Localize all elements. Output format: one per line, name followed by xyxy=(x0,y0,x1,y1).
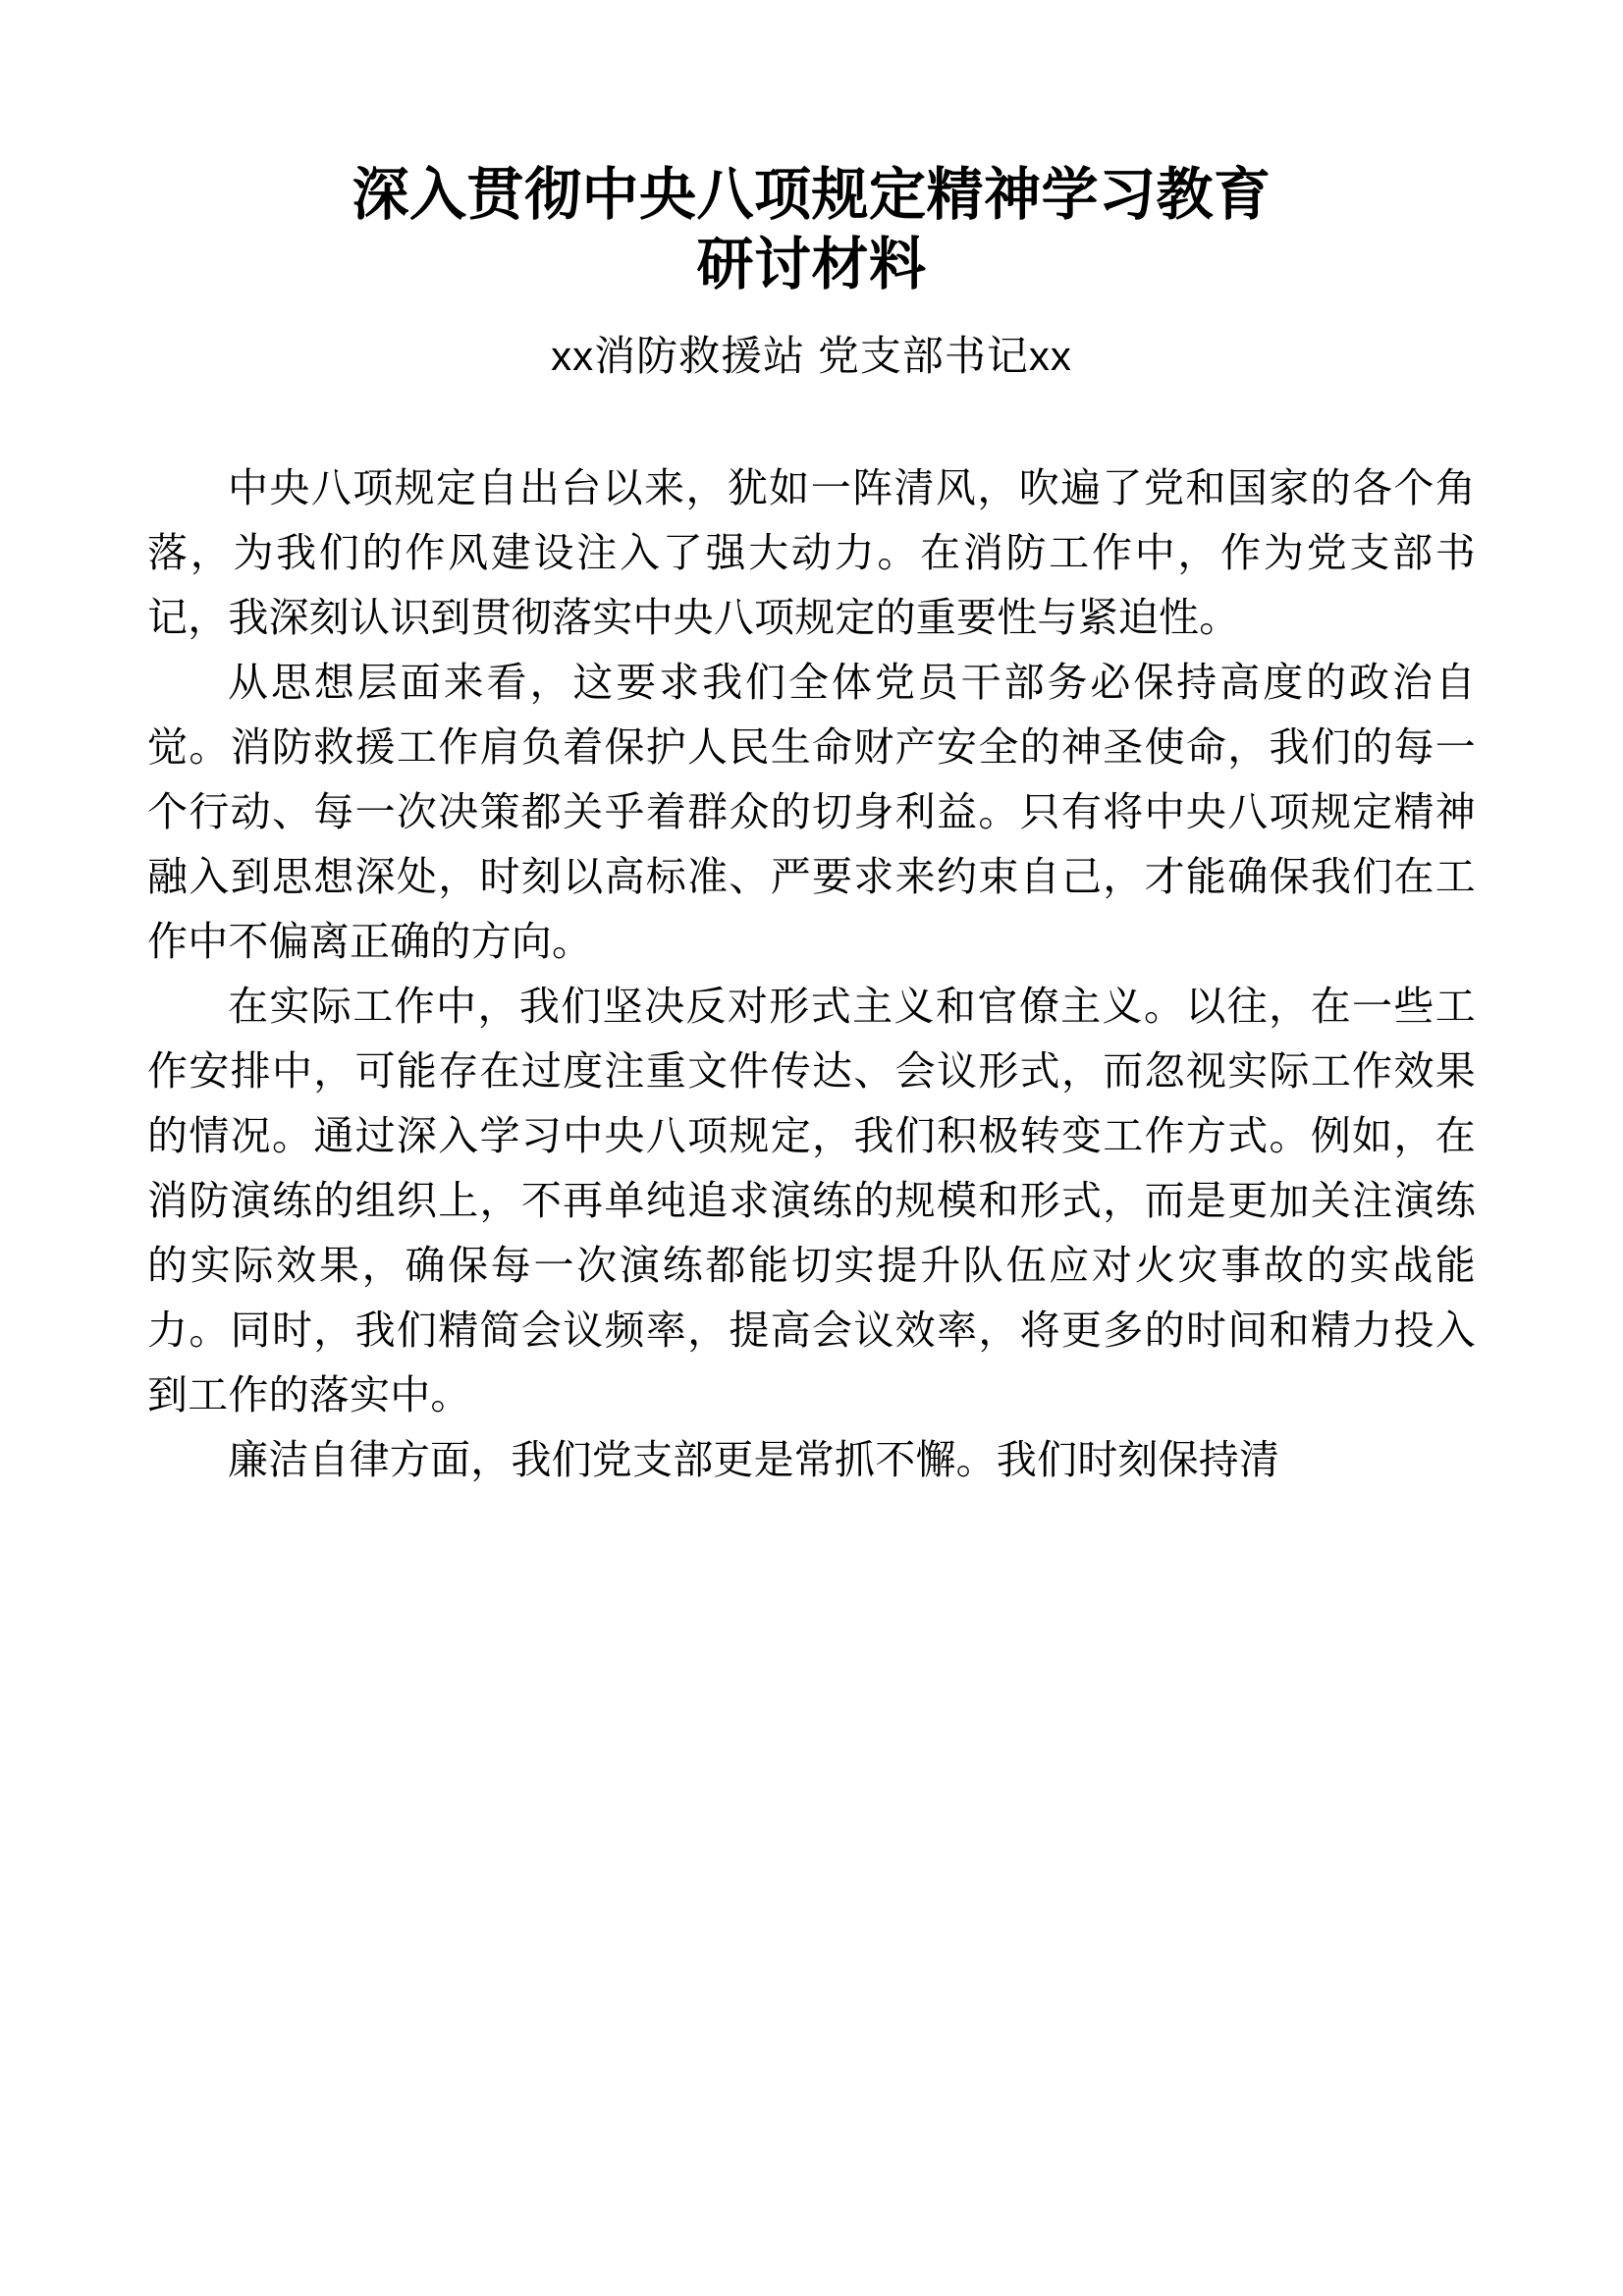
paragraph: 廉洁自律方面，我们党支部更是常抓不懈。我们时刻保持清 xyxy=(228,1437,1280,1483)
document-subtitle: xx消防救援站 党支部书记xx xyxy=(551,332,1072,379)
page-title xyxy=(147,147,1476,300)
title-line-1: 深入贯彻中央八项规定精神学习教育 xyxy=(352,163,1271,227)
paragraph: 中央八项规定自出台以来，犹如一阵清风，吹遍了党和国家的各个角落，为我们的作风建设注入了强大动力。在消防工作中，作为党支部书记，我深刻认识到贯彻落实中央八项规定的重要性与紧迫性。 xyxy=(147,465,1476,641)
title-line-2: 研讨材料 xyxy=(696,232,927,296)
paragraph: 从思想层面来看，这要求我们全体党员干部务必保持高度的政治自觉。消防救援工作肩负着保护人民生命财产安全的神圣使命，我们的每一个行动、每一次决策都关乎着群众的切身利益。只有将中央八项规定精神融入到思想深处，时刻以高标准、严要求来约束自己，才能确保我们在工作中不偏离正确的方向。 xyxy=(147,660,1476,965)
paragraph: 在实际工作中，我们坚决反对形式主义和官僚主义。以往，在一些工作安排中，可能存在过度注重文件传达、会议形式，而忽视实际工作效果的情况。通过深入学习中央八项规定，我们积极转变工作方式。例如，在消防演练的组织上，不再单纯追求演练的规模和形式，而是更加关注演练的实际效果，确保每一次演练都能切实提升队伍应对火灾事故的实战能力。同时，我们精简会议频率，提高会议效率，将更多的时间和精力投入到工作的落实中。 xyxy=(147,984,1476,1418)
document-body xyxy=(147,455,1476,1492)
